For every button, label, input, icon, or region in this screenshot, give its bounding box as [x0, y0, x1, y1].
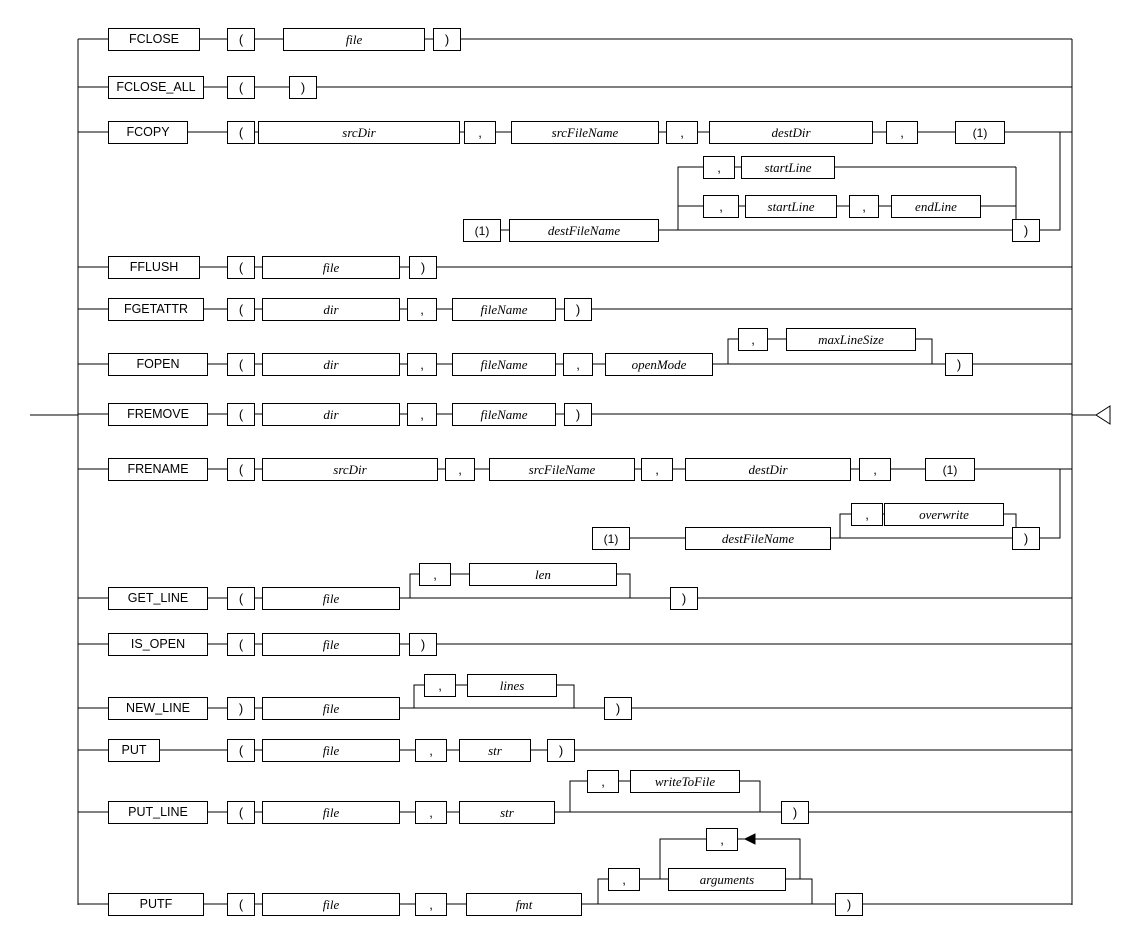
node-label-fcopy_start2: startLine [767, 199, 815, 214]
diagram-node-fcopy_c1 [464, 121, 496, 144]
diagram-node-fcopy_start1 [741, 156, 835, 179]
diagram-node-fgetattr [108, 298, 204, 321]
diagram-node-nl_file [262, 697, 400, 720]
diagram-node-pl_str [459, 801, 555, 824]
node-label-frm_fn: fileName [480, 407, 528, 422]
diagram-node-pl_write [630, 770, 740, 793]
node-label-fcopy_srcdir: srcDir [342, 125, 376, 140]
node-label-new_line: NEW_LINE [126, 701, 190, 716]
diagram-node-fremove [108, 403, 208, 426]
diagram-node-fflush_p2 [409, 256, 437, 279]
diagram-node-new_line [108, 697, 208, 720]
diagram-node-io_p2 [409, 633, 437, 656]
node-label-nl_p1: ) [238, 701, 244, 716]
node-label-fren_ref2: (1) [603, 531, 619, 546]
node-label-fcopy_p2: ) [1023, 223, 1029, 238]
diagram-node-fcopy_c5 [703, 195, 739, 218]
diagram-node-fga_fn [452, 298, 556, 321]
node-label-fcopy_ref2: (1) [474, 223, 490, 238]
node-label-pf_file: file [322, 897, 340, 912]
node-label-frm_p1: ( [238, 407, 244, 422]
diagram-node-fren_c4 [851, 503, 883, 526]
node-label-gl_len: len [535, 567, 551, 582]
diagram-node-fclose_file [283, 28, 425, 51]
diagram-node-fcopy_ref1 [955, 121, 1005, 144]
node-label-frename: FRENAME [127, 462, 189, 477]
node-label-fflush_p1: ( [238, 260, 244, 275]
diagram-node-pf_c3 [706, 828, 738, 851]
diagram-node-pf_file [262, 893, 400, 916]
diagram-node-pf_c2 [608, 868, 640, 891]
diagram-node-fclose_all [108, 76, 204, 99]
node-label-fren_srcdir: srcDir [333, 462, 367, 477]
diagram-node-put_str [459, 739, 531, 762]
diagram-node-putf [108, 893, 204, 916]
node-label-nl_lines: lines [499, 678, 525, 693]
node-label-fclose_p1: ( [238, 32, 244, 47]
diagram-node-frm_p2 [564, 403, 592, 426]
node-label-pf_c1: , [429, 897, 433, 912]
diagram-node-fren_srcdir [262, 458, 438, 481]
node-label-fcopy_ref1: (1) [972, 125, 988, 140]
diagram-node-pf_p2 [835, 893, 863, 916]
diagram-node-fga_p2 [564, 298, 592, 321]
diagram-node-fga_p1 [227, 298, 255, 321]
node-label-frm_dir: dir [323, 407, 339, 422]
diagram-node-fclose_p2 [433, 28, 461, 51]
diagram-node-io_p1 [227, 633, 255, 656]
node-label-fga_dir: dir [323, 302, 339, 317]
node-label-pl_c1: , [429, 805, 433, 820]
diagram-node-fcopy_srcfn [511, 121, 659, 144]
diagram-node-fopen_mode [605, 353, 713, 376]
diagram-node-fren_p2 [1012, 527, 1040, 550]
diagram-node-fcopy_p1 [227, 121, 255, 144]
diagram-node-fflush [108, 256, 200, 279]
node-label-fren_destdir: destDir [748, 462, 788, 477]
node-label-put_line: PUT_LINE [128, 805, 188, 820]
diagram-node-fren_srcfn [489, 458, 635, 481]
diagram-node-fopen_p2 [945, 353, 973, 376]
diagram-node-put_p1 [227, 739, 255, 762]
node-label-fcopy_start1: startLine [764, 160, 812, 175]
exit-arrow-head [1096, 406, 1110, 424]
diagram-node-nl_lines [467, 674, 557, 697]
diagram-node-fcopy_destfn [509, 219, 659, 242]
diagram-node-put_line [108, 801, 208, 824]
diagram-node-pl_p1 [227, 801, 255, 824]
diagram-node-fcopy_end [891, 195, 981, 218]
node-label-fcopy_p1: ( [238, 125, 244, 140]
diagram-node-frename [108, 458, 208, 481]
node-label-nl_p2: ) [615, 701, 621, 716]
node-label-fclose_all: FCLOSE_ALL [116, 80, 196, 95]
node-label-pl_c2: , [601, 774, 605, 789]
diagram-node-pf_c1 [415, 893, 447, 916]
diagram-node-fren_c2 [641, 458, 673, 481]
node-label-fren_srcfn: srcFileName [528, 462, 596, 477]
diagram-node-fcopy_c2 [666, 121, 698, 144]
node-label-put_file: file [322, 743, 340, 758]
diagram-node-pl_c2 [587, 770, 619, 793]
diagram-node-put_p2 [547, 739, 575, 762]
diagram-node-get_line [108, 587, 208, 610]
node-label-io_p2: ) [420, 637, 426, 652]
diagram-node-gl_p1 [227, 587, 255, 610]
node-label-fclose: FCLOSE [128, 32, 179, 47]
node-label-pl_p1: ( [238, 805, 244, 820]
diagram-node-put_c1 [415, 739, 447, 762]
node-label-fgetattr: FGETATTR [123, 302, 189, 317]
diagram-node-gl_len [469, 563, 617, 586]
node-label-is_open: IS_OPEN [130, 637, 186, 652]
node-label-pf_args: arguments [699, 872, 755, 887]
diagram-node-fopen_c3 [738, 328, 768, 351]
node-label-gl_c1: , [433, 567, 437, 582]
node-label-fremove: FREMOVE [127, 407, 189, 422]
diagram-node-fga_c1 [407, 298, 437, 321]
node-label-fren_overwrite: overwrite [919, 507, 969, 522]
diagram-node-frm_c1 [407, 403, 437, 426]
repeat-arrow-head [745, 834, 755, 844]
node-label-fopen: FOPEN [136, 357, 180, 372]
node-label-pf_fmt: fmt [515, 897, 533, 912]
diagram-node-put_file [262, 739, 400, 762]
node-label-fopen_maxline: maxLineSize [818, 332, 884, 347]
node-label-nl_c1: , [438, 678, 442, 693]
node-label-put_c1: , [429, 743, 433, 758]
node-label-pf_p1: ( [238, 897, 244, 912]
node-label-frm_c1: , [420, 407, 424, 422]
node-label-fren_c1: , [458, 462, 462, 477]
diagram-node-nl_p1 [227, 697, 255, 720]
diagram-node-fcopy_p2 [1012, 219, 1040, 242]
node-label-nl_file: file [322, 701, 340, 716]
diagram-node-fren_ref1 [925, 458, 975, 481]
node-label-fcopy_srcfn: srcFileName [551, 125, 619, 140]
node-label-fclose_p2: ) [444, 32, 450, 47]
node-label-fopen_p2: ) [956, 357, 962, 372]
node-label-fopen_c2: , [576, 357, 580, 372]
diagram-node-fren_overwrite [884, 503, 1004, 526]
diagram-node-fcall_p1 [227, 76, 255, 99]
node-label-put_str: str [488, 743, 502, 758]
diagram-node-pf_fmt [466, 893, 582, 916]
node-label-fcopy_destfn: destFileName [547, 223, 621, 238]
diagram-node-fren_c3 [859, 458, 891, 481]
node-label-fren_c4: , [865, 507, 869, 522]
node-label-fopen_p1: ( [238, 357, 244, 372]
node-label-fcall_p1: ( [238, 80, 244, 95]
node-label-fopen_mode: openMode [631, 357, 687, 372]
diagram-node-pl_file [262, 801, 400, 824]
diagram-node-fren_p1 [227, 458, 255, 481]
node-label-fcopy: FCOPY [126, 125, 170, 140]
node-label-gl_p1: ( [238, 591, 244, 606]
diagram-node-fopen_p1 [227, 353, 255, 376]
node-label-fga_p1: ( [238, 302, 244, 317]
diagram-node-fren_destdir [685, 458, 851, 481]
node-label-io_p1: ( [238, 637, 244, 652]
diagram-node-frm_p1 [227, 403, 255, 426]
node-label-fga_fn: fileName [480, 302, 528, 317]
diagram-node-fclose [108, 28, 200, 51]
node-label-pl_file: file [322, 805, 340, 820]
diagram-node-fopen_maxline [786, 328, 916, 351]
node-label-fcopy_c3: , [900, 125, 904, 140]
diagram-node-nl_c1 [424, 674, 456, 697]
diagram-node-fopen_fn [452, 353, 556, 376]
node-label-fflush: FFLUSH [129, 260, 179, 275]
node-label-fcopy_c2: , [680, 125, 684, 140]
node-label-pf_c2: , [622, 872, 626, 887]
diagram-node-gl_file [262, 587, 400, 610]
diagram-node-gl_c1 [419, 563, 451, 586]
node-label-fren_c2: , [655, 462, 659, 477]
diagram-node-put [108, 739, 160, 762]
diagram-node-is_open [108, 633, 208, 656]
node-label-fcopy_c6: , [862, 199, 866, 214]
node-label-pl_p2: ) [792, 805, 798, 820]
diagram-node-fopen [108, 353, 208, 376]
diagram-node-fflush_file [262, 256, 400, 279]
diagram-node-fcopy_ref2 [463, 219, 501, 242]
diagram-node-frm_dir [262, 403, 400, 426]
node-label-fren_ref1: (1) [942, 462, 958, 477]
diagram-node-nl_p2 [604, 697, 632, 720]
node-label-fflush_p2: ) [420, 260, 426, 275]
diagram-node-pl_c1 [415, 801, 447, 824]
node-label-fren_destfn: destFileName [721, 531, 795, 546]
node-label-fren_p1: ( [238, 462, 244, 477]
node-label-fopen_dir: dir [323, 357, 339, 372]
diagram-node-pf_args [668, 868, 786, 891]
node-label-fcopy_end: endLine [915, 199, 957, 214]
node-label-fopen_c3: , [751, 332, 755, 347]
node-label-fcopy_c5: , [719, 199, 723, 214]
node-label-put_p1: ( [238, 743, 244, 758]
node-label-fcopy_c1: , [478, 125, 482, 140]
node-label-pf_c3: , [720, 832, 724, 847]
diagram-node-fcopy_c4 [703, 156, 735, 179]
node-label-fflush_file: file [322, 260, 340, 275]
node-label-fopen_fn: fileName [480, 357, 528, 372]
diagram-node-fcopy_srcdir [258, 121, 460, 144]
diagram-node-fren_ref2 [592, 527, 630, 550]
diagram-node-gl_p2 [670, 587, 698, 610]
diagram-node-fren_destfn [685, 527, 831, 550]
diagram-node-pf_p1 [227, 893, 255, 916]
node-label-put: PUT [121, 743, 147, 758]
node-label-fren_c3: , [873, 462, 877, 477]
node-label-fren_p2: ) [1023, 531, 1029, 546]
diagram-node-frm_fn [452, 403, 556, 426]
diagram-node-io_file [262, 633, 400, 656]
diagram-node-fcopy [108, 121, 188, 144]
diagram-node-fclose_p1 [227, 28, 255, 51]
node-label-fclose_file: file [345, 32, 363, 47]
node-label-frm_p2: ) [575, 407, 581, 422]
diagram-node-fcopy_c3 [886, 121, 918, 144]
diagram-node-fopen_c2 [563, 353, 593, 376]
diagram-node-fren_c1 [445, 458, 475, 481]
node-label-putf: PUTF [139, 897, 173, 912]
diagram-node-fopen_dir [262, 353, 400, 376]
node-label-pf_p2: ) [846, 897, 852, 912]
diagram-node-fflush_p1 [227, 256, 255, 279]
diagram-node-fopen_c1 [407, 353, 437, 376]
node-label-pl_write: writeToFile [654, 774, 716, 789]
node-label-gl_p2: ) [681, 591, 687, 606]
diagram-node-fga_dir [262, 298, 400, 321]
node-label-fga_c1: , [420, 302, 424, 317]
node-label-pl_str: str [500, 805, 514, 820]
node-label-io_file: file [322, 637, 340, 652]
node-label-fcall_p2: ) [300, 80, 306, 95]
node-label-fga_p2: ) [575, 302, 581, 317]
diagram-node-pl_p2 [781, 801, 809, 824]
diagram-node-fcopy_start2 [745, 195, 837, 218]
diagram-node-fcopy_destdir [709, 121, 873, 144]
diagram-node-fcall_p2 [289, 76, 317, 99]
node-label-fcopy_destdir: destDir [771, 125, 811, 140]
node-label-fopen_c1: , [420, 357, 424, 372]
node-label-gl_file: file [322, 591, 340, 606]
node-label-put_p2: ) [558, 743, 564, 758]
node-label-fcopy_c4: , [717, 160, 721, 175]
node-label-get_line: GET_LINE [127, 591, 189, 606]
diagram-node-fcopy_c6 [849, 195, 879, 218]
